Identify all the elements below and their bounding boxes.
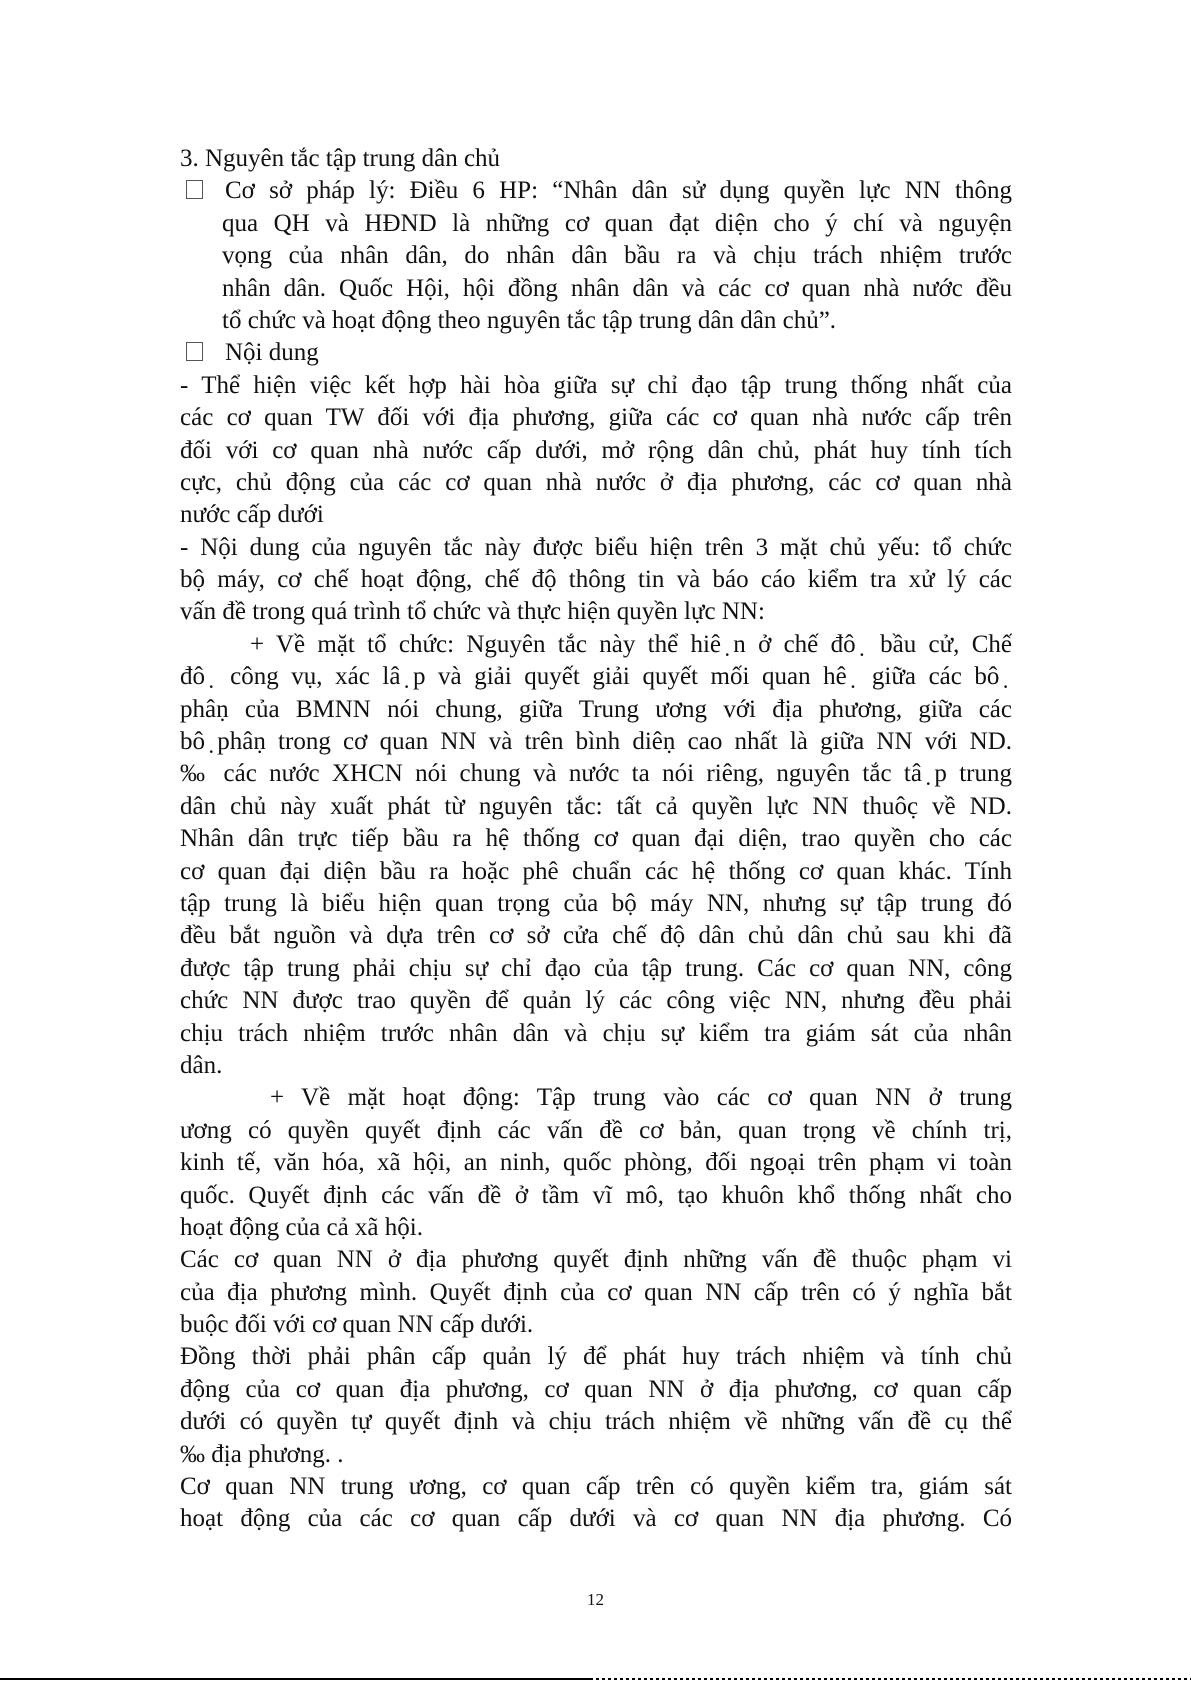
- paragraph-line: các cơ quan TW đối với địa phương, giữa các cơ quan nhà nước cấp trên: [180, 404, 1012, 432]
- paragraph-line: + Về mặt hoạt động: Tập trung vào các cơ quan NN ở trung: [270, 1084, 1012, 1112]
- bullet-line: Cơ sở pháp lý: Điều 6 HP: “Nhân dân sử dụng quyền lực NN thông: [180, 175, 1012, 207]
- paragraph-line: động của cơ quan địa phương, cơ quan NN ở địa phương, cơ quan cấp: [180, 1375, 1012, 1403]
- paragraph-line: chức NN được trao quyền để quản lý các công việc NN, nhưng đều phải: [180, 987, 1012, 1015]
- paragraph-line: tập trung là biểu hiện quan trọng của bộ máy NN, nhưng sự tập trung đó: [180, 889, 1012, 917]
- paragraph-line: hoạt động của các cơ quan cấp dưới và cơ quan NN địa phương. Có: [180, 1505, 1012, 1533]
- paragraph-line: buộc đối với cơ quan NN cấp dưới.: [180, 1311, 534, 1339]
- paragraph-line: + Về mặt tổ chức: Nguyên tắc này thể hiê ̣n ở chế đô ̣ bầu cử, Chế: [250, 630, 1012, 658]
- paragraph-line: nước cấp dưới: [180, 501, 324, 529]
- paragraph-line: Các cơ quan NN ở địa phương quyết định những vấn đề thuộc phạm vi: [180, 1246, 1012, 1274]
- paragraph-line: bô ̣phâṇ trong cơ quan NN và trên bình diêṇ cao nhất là giữa NN với ND.: [180, 728, 1012, 756]
- bullet-line: tổ chức và hoạt động theo nguyên tắc tập trung dân dân chủ”.: [222, 306, 837, 334]
- paragraph-line: quốc. Quyết định các vấn đề ở tầm vĩ mô, tạo khuôn khổ thống nhất cho: [180, 1181, 1012, 1209]
- paragraph-line: ‰ địa phương. .: [180, 1440, 344, 1468]
- paragraph-line: cực, chủ động của các cơ quan nhà nước ở địa phương, các cơ quan nhà: [180, 468, 1012, 496]
- paragraph-line: kinh tế, văn hóa, xã hội, an ninh, quốc phòng, đối ngoại trên phạm vi toàn: [180, 1149, 1012, 1177]
- paragraph-line: ương có quyền quyết định các vấn đề cơ bản, quan trọng về chính trị,: [180, 1116, 1012, 1144]
- paragraph-line: của địa phương mình. Quyết định của cơ quan NN cấp trên có ý nghĩa bắt: [180, 1278, 1012, 1306]
- footer-rule-dotted: [590, 1678, 1191, 1680]
- document-body: [180, 143, 1012, 1536]
- paragraph-line: - Nội dung của nguyên tắc này được biểu hiện trên 3 mặt chủ yếu: tổ chức: [180, 533, 1012, 561]
- paragraph-line: cơ quan đại diện bầu ra hoặc phê chuẩn các hệ thống cơ quan khác. Tính: [180, 857, 1012, 885]
- paragraph-line: dưới có quyền tự quyết định và chịu trách nhiệm về những vấn đề cụ thể: [180, 1408, 1012, 1436]
- checkbox-bullet-icon: [186, 180, 203, 199]
- paragraph-line: hoạt động của cả xã hội.: [180, 1213, 423, 1241]
- paragraph-line: dân chủ này xuất phát từ nguyên tắc: tất cả quyền lực NN thuôc̣ về ND.: [180, 792, 1012, 820]
- paragraph-line: Nhân dân trực tiếp bầu ra hệ thống cơ quan đại diện, trao quyền cho các: [180, 825, 1012, 853]
- paragraph-line: - Thể hiện việc kết hợp hài hòa giữa sự chỉ đạo tập trung thống nhất của: [180, 371, 1012, 399]
- paragraph-line: phâṇ của BMNN nói chung, giữa Trung ương với địa phương, giữa các: [180, 695, 1012, 723]
- footer-rule-solid: [0, 1678, 590, 1680]
- bullet-line: Nội dung: [180, 337, 1012, 369]
- paragraph-line: vấn đề trong quá trình tổ chức và thực hiện quyền lực NN:: [180, 598, 765, 626]
- checkbox-bullet-icon: [186, 342, 203, 361]
- paragraph-line: Đồng thời phải phân cấp quản lý để phát huy trách nhiệm và tính chủ: [180, 1343, 1012, 1371]
- paragraph-line: được tập trung phải chịu sự chỉ đạo của tập trung. Các cơ quan NN, công: [180, 954, 1012, 982]
- paragraph-line: bộ máy, cơ chế hoạt động, chế độ thông tin và báo cáo kiểm tra xử lý các: [180, 566, 1012, 594]
- paragraph-line: Cơ quan NN trung ương, cơ quan cấp trên có quyền kiểm tra, giám sát: [180, 1473, 1012, 1501]
- section-heading: 3. Nguyên tắc tập trung dân chủ: [180, 145, 501, 172]
- paragraph-line: đối với cơ quan nhà nước cấp dưới, mở rộng dân chủ, phát huy tính tích: [180, 436, 1012, 464]
- bullet-line: vọng của nhân dân, do nhân dân bầu ra và chịu trách nhiệm trước: [222, 242, 1012, 270]
- bullet-line: nhân dân. Quốc Hội, hội đồng nhân dân và các cơ quan nhà nước đều: [222, 274, 1012, 302]
- bullet-line: qua QH và HĐND là những cơ quan đạt diện cho ý chí và nguyện: [222, 209, 1012, 237]
- footer-rule: [0, 1678, 1191, 1680]
- paragraph-line: đô ̣ công vụ, xác lâ ̣p và giải quyết giải quyết mối quan hê ̣ giữa các bô ̣: [180, 663, 1012, 691]
- paragraph-line: chịu trách nhiệm trước nhân dân và chịu sự kiểm tra giám sát của nhân: [180, 1019, 1012, 1047]
- paragraph-line: dân.: [180, 1051, 223, 1079]
- paragraph-line: ‰ các nước XHCN nói chung và nước ta nói riêng, nguyên tắc tâ ̣p trung: [180, 760, 1012, 788]
- paragraph-line: đều bắt nguồn và dựa trên cơ sở cửa chế độ dân chủ dân chủ sau khi đã: [180, 922, 1012, 950]
- page-number: 12: [587, 1590, 604, 1609]
